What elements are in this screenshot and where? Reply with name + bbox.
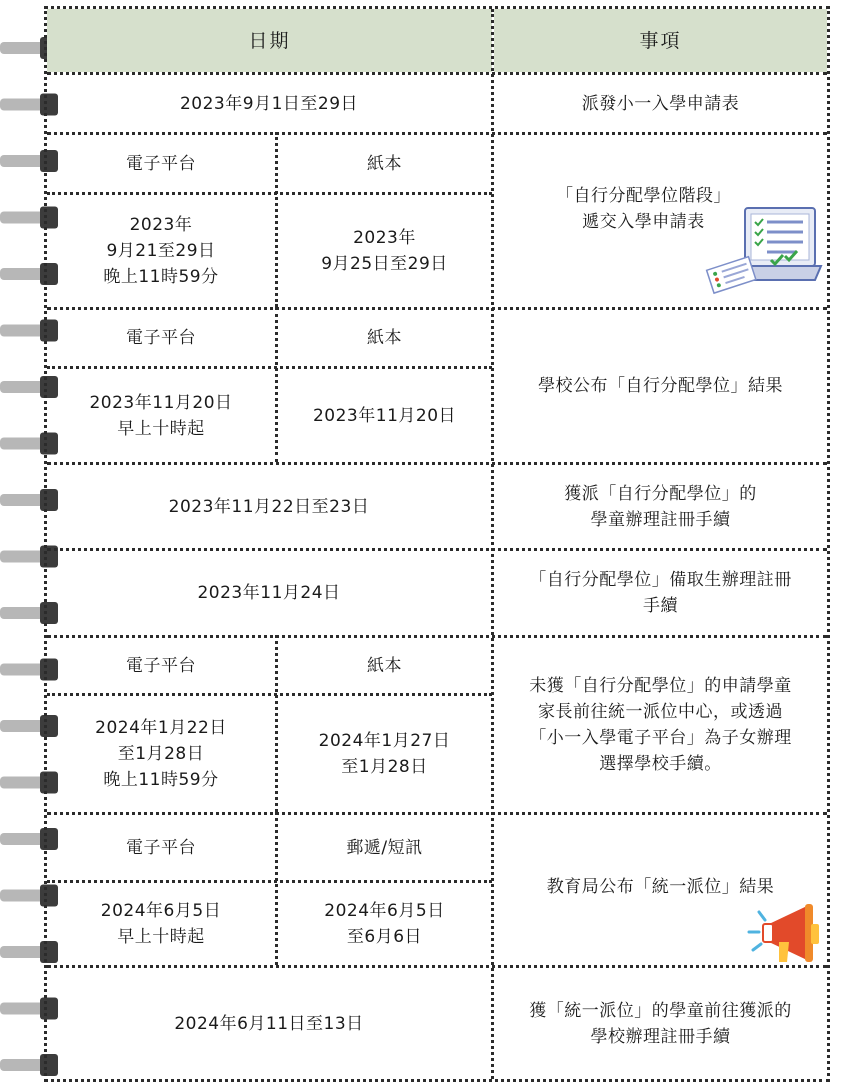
r3-paper-date: 2023年11月20日: [312, 405, 457, 426]
r6-item: 未獲「自行分配學位」的申請學童 家長前往統一派位中心，或透過 「小一入學電子平台」為子女辦理 選擇學校手續。: [529, 676, 792, 774]
megaphone-icon: [745, 898, 825, 970]
r2-item: 「自行分配學位階段」 遞交入學申請表: [556, 186, 731, 232]
r5-date: 2023年11月24日: [197, 583, 341, 603]
r8-date: 2024年6月11日至13日: [174, 1013, 364, 1034]
r3-online-label: 電子平台: [126, 328, 196, 348]
r3-online-date: 2023年11月20日 早上十時起: [89, 392, 233, 439]
r6-paper-label: 紙本: [367, 655, 402, 676]
r7-online-label: 電子平台: [126, 837, 196, 858]
r6-paper-date: 2024年1月27日 至1月28日: [318, 731, 451, 777]
r2-online-label: 電子平台: [126, 153, 196, 174]
r5-item: 「自行分配學位」備取生辦理註冊 手續: [529, 570, 792, 616]
r3-item: 學校公布「自行分配學位」結果: [538, 376, 783, 396]
r2-online-date: 2023年 9月21至29日 晚上11時59分: [103, 215, 219, 287]
r1-item: 派發小一入學申請表: [581, 93, 740, 114]
r2-paper-label: 紙本: [367, 153, 402, 174]
r8-item: 獲「統一派位」的學童前往獲派的 學校辦理註冊手續: [529, 1000, 792, 1047]
r2-paper-date: 2023年 9月25日至29日: [321, 228, 448, 274]
header-date: 日期: [47, 9, 492, 72]
r4-date: 2023年11月22日至23日: [168, 496, 370, 517]
r6-online-label: 電子平台: [126, 655, 196, 676]
r3-paper-label: 紙本: [367, 328, 402, 348]
laptop-checklist-icon: [705, 200, 825, 300]
r1-date: 2023年9月1日至29日: [179, 93, 359, 114]
r7-paper-label: 郵遞/短訊: [346, 837, 423, 858]
r7-paper-date: 2024年6月5日 至6月6日: [324, 901, 445, 947]
r7-item: 教育局公布「統一派位」結果: [546, 877, 775, 897]
r7-online-date: 2024年6月5日 早上十時起: [100, 901, 222, 947]
r4-item: 獲派「自行分配學位」的 學童辦理註冊手續: [564, 483, 757, 530]
r6-online-date: 2024年1月22日 至1月28日 晚上11時59分: [95, 718, 227, 790]
header-item: 事項: [494, 9, 827, 72]
